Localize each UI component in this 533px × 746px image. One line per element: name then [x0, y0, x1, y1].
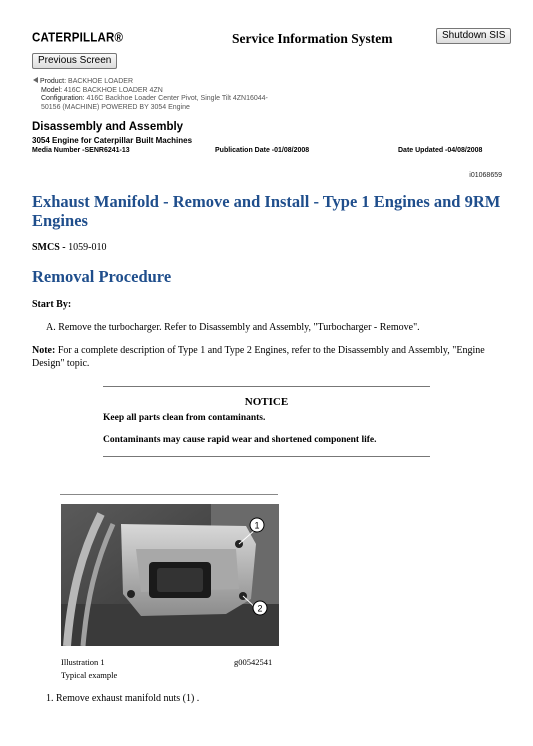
illustration-photo: [61, 504, 279, 646]
product-info: Product: BACKHOE LOADER Model: 416C BACKHOE LOADER 4ZN Configuration: 416C Backhoe Loader Center Pivot, Single Tilt 4ZN16044- 50156 (MACHINE) POWERED BY 3054 Engine: [33, 77, 268, 112]
system-title: Service Information System: [232, 31, 393, 46]
notice-line-1: Keep all parts clean from contaminants.: [103, 413, 266, 423]
notice-line-2: Contaminants may cause rapid wear and shortened component life.: [103, 435, 377, 445]
previous-screen-button[interactable]: Previous Screen: [32, 53, 117, 69]
start-by-label: Start By:: [32, 299, 72, 310]
publication-date: Publication Date -01/08/2008: [215, 147, 310, 154]
procedure-heading: Removal Procedure: [32, 267, 172, 286]
notice-title: NOTICE: [244, 396, 289, 408]
callout-1: 1: [254, 520, 260, 531]
doc-id: i01068659: [469, 172, 502, 179]
illustration-rule: [60, 494, 278, 495]
shutdown-sis-button[interactable]: Shutdown SIS: [436, 28, 511, 44]
caterpillar-logo: CATERPILLAR®: [32, 31, 124, 45]
page-title: Exhaust Manifold - Remove and Install - Type 1 Engines and 9RM Engines: [32, 192, 501, 230]
date-updated: Date Updated -04/08/2008: [398, 147, 483, 154]
step-a: A. Remove the turbocharger. Refer to Disassembly and Assembly, "Turbocharger - Remove".: [46, 322, 420, 333]
step-1: 1. Remove exhaust manifold nuts (1) .: [46, 693, 200, 704]
notice-top-rule: [103, 386, 430, 387]
doc-subtitle: 3054 Engine for Caterpillar Built Machines: [32, 136, 193, 145]
illustration-label: Illustration 1: [61, 657, 105, 667]
section-title: Disassembly and Assembly: [32, 121, 184, 133]
note: Note: For a complete description of Type 1 and Type 2 Engines, refer to the Disassembly and Assembly, "Engine Design" topic.: [32, 345, 485, 369]
callout-2: 2: [257, 603, 263, 614]
illustration-caption: Typical example: [61, 670, 118, 680]
media-number: Media Number -SENR6241-13: [32, 147, 130, 154]
notice-bottom-rule: [103, 456, 430, 457]
smcs-code: SMCS - 1059-010: [32, 242, 107, 253]
illustration-id: g00542541: [234, 657, 273, 667]
back-arrow-icon[interactable]: [33, 77, 38, 83]
